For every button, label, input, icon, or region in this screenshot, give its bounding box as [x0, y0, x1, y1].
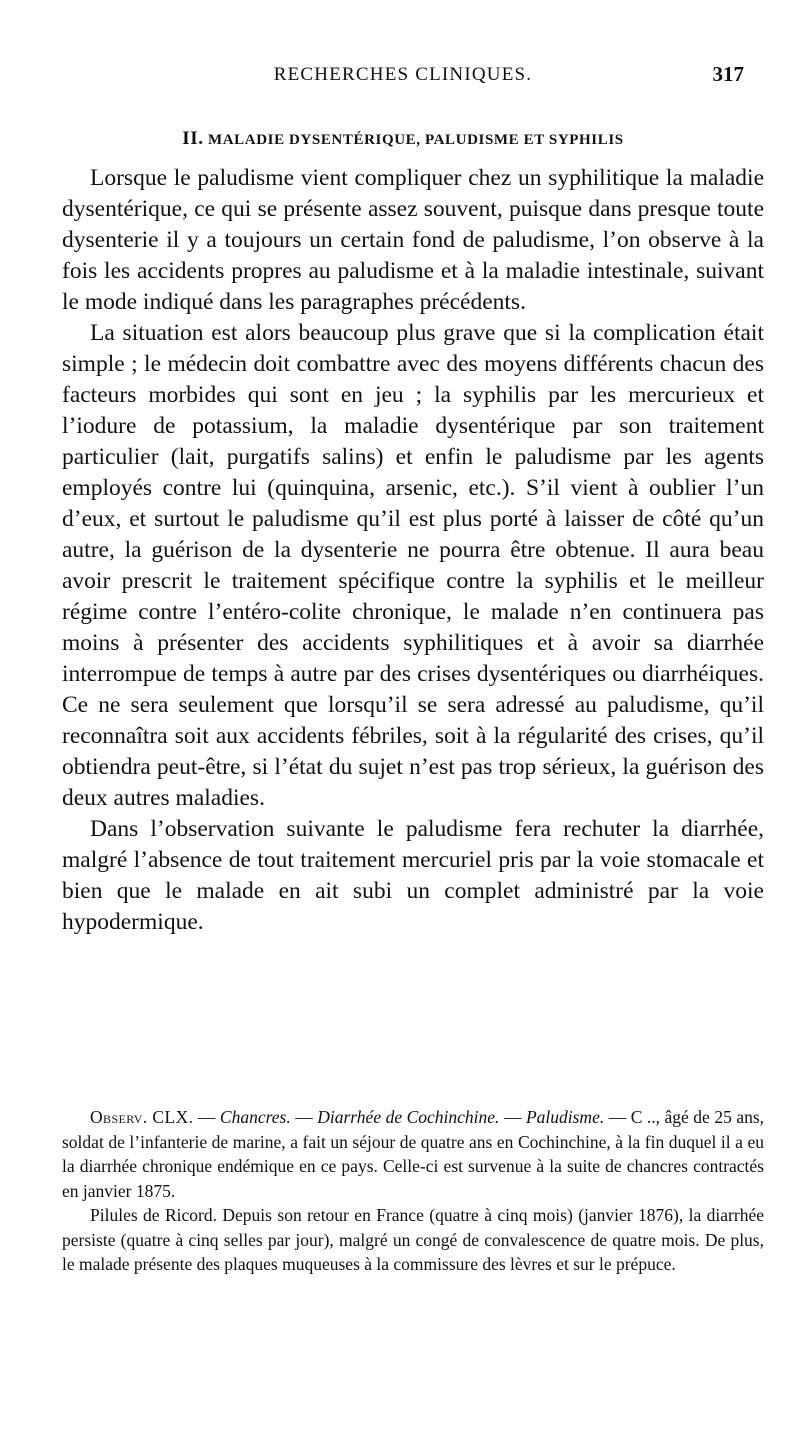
paragraph: La situation est alors beaucoup plus grave que si la complication était simple ; le médecin doit combattre avec des moyens différents chacun des facteurs morbides qui sont en jeu ; la syphilis par les mercurieux et l’iodure de potassium, la maladie dysentérique par son traitement particulier (lait, purgatifs salins) et enfin le paludisme par les agents employés contre lui (quinquina, arsenic, etc.). S’il vient à oublier l’un d’eux, et surtout le paludisme qu’il est plus porté à laisser de côté qu’un autre, la guérison de la dysenterie ne pourra être obtenue. Il aura beau avoir prescrit le traitement spécifique contre la syphilis et le meilleur régime contre l’entéro-colite chronique, le malade n’en continuera pas moins à présenter des accidents syphilitiques et à avoir sa diarrhée interrompue de temps à autre par des crises dysentériques ou diarrhéiques. Ce ne sera seulement que lorsqu’il se sera adressé au paludisme, qu’il reconnaîtra soit aux accidents fébriles, soit à la régularité des crises, qu’il obtiendra peut-être, si l’état du sujet n’est pas trop sérieux, la guérison des deux autres maladies.	[62, 320, 764, 811]
paragraph: Dans l’observation suivante le paludisme fera rechuter la diarrhée, malgré l’absence de tout traitement mercuriel pris par la voie stomacale et bien que le malade en ait subi un complet administré par la voie hypodermique.	[62, 816, 764, 935]
section-title: MALADIE DYSENTÉRIQUE, PALUDISME ET SYPHILIS	[207, 132, 624, 148]
observation-text: — C .., âgé de 25 ans, soldat de l’infanterie de marine, a fait un séjour de quatre ans en Cochinchine, à la fin duquel il a eu la diarrhée chronique endémique en ce pays. Celle-ci est survenue à la suite de chancres contractés en janvier 1875.	[62, 1107, 765, 1201]
section-number: II.	[182, 128, 204, 149]
observation-dash: —	[499, 1107, 526, 1127]
paragraph: Lorsque le paludisme vient compliquer chez un syphilitique la maladie dysentérique, ce qui se présente assez souvent, puisque dans presque toute dysenterie il y a toujours un certain fond de paludisme, l’on observe à la fois les accidents propres au paludisme et à la maladie intestinale, suivant le mode indiqué dans les paragraphes précédents.	[62, 165, 764, 315]
observation-title-paludisme: Paludisme.	[525, 1107, 605, 1127]
page-number: 317	[712, 62, 744, 86]
observation-dash: —	[290, 1107, 318, 1127]
body-text	[62, 163, 764, 938]
observation-paragraph-2: Pilules de Ricord. Depuis son retour en France (quatre à cinq mois) (janvier 1876), la diarrhée persiste (quatre à cinq selles par jour), malgré un congé de convalescence de quatre mois. De plus, le malade présente des plaques muqueuses à la commissure des lèvres et sur le prépuce.	[62, 1205, 764, 1274]
running-head	[62, 62, 744, 92]
observation-block	[62, 1105, 764, 1277]
observation-label: Observ. CLX.	[90, 1107, 194, 1127]
running-title: RECHERCHES CLINIQUES.	[273, 64, 533, 85]
observation-paragraph	[62, 1105, 764, 1203]
observation-title-diarrhee: Diarrhée de Cochinchine.	[317, 1107, 500, 1127]
observation-dash: —	[193, 1107, 220, 1127]
section-heading	[62, 128, 744, 150]
observation-title-chancres: Chancres.	[219, 1107, 291, 1127]
